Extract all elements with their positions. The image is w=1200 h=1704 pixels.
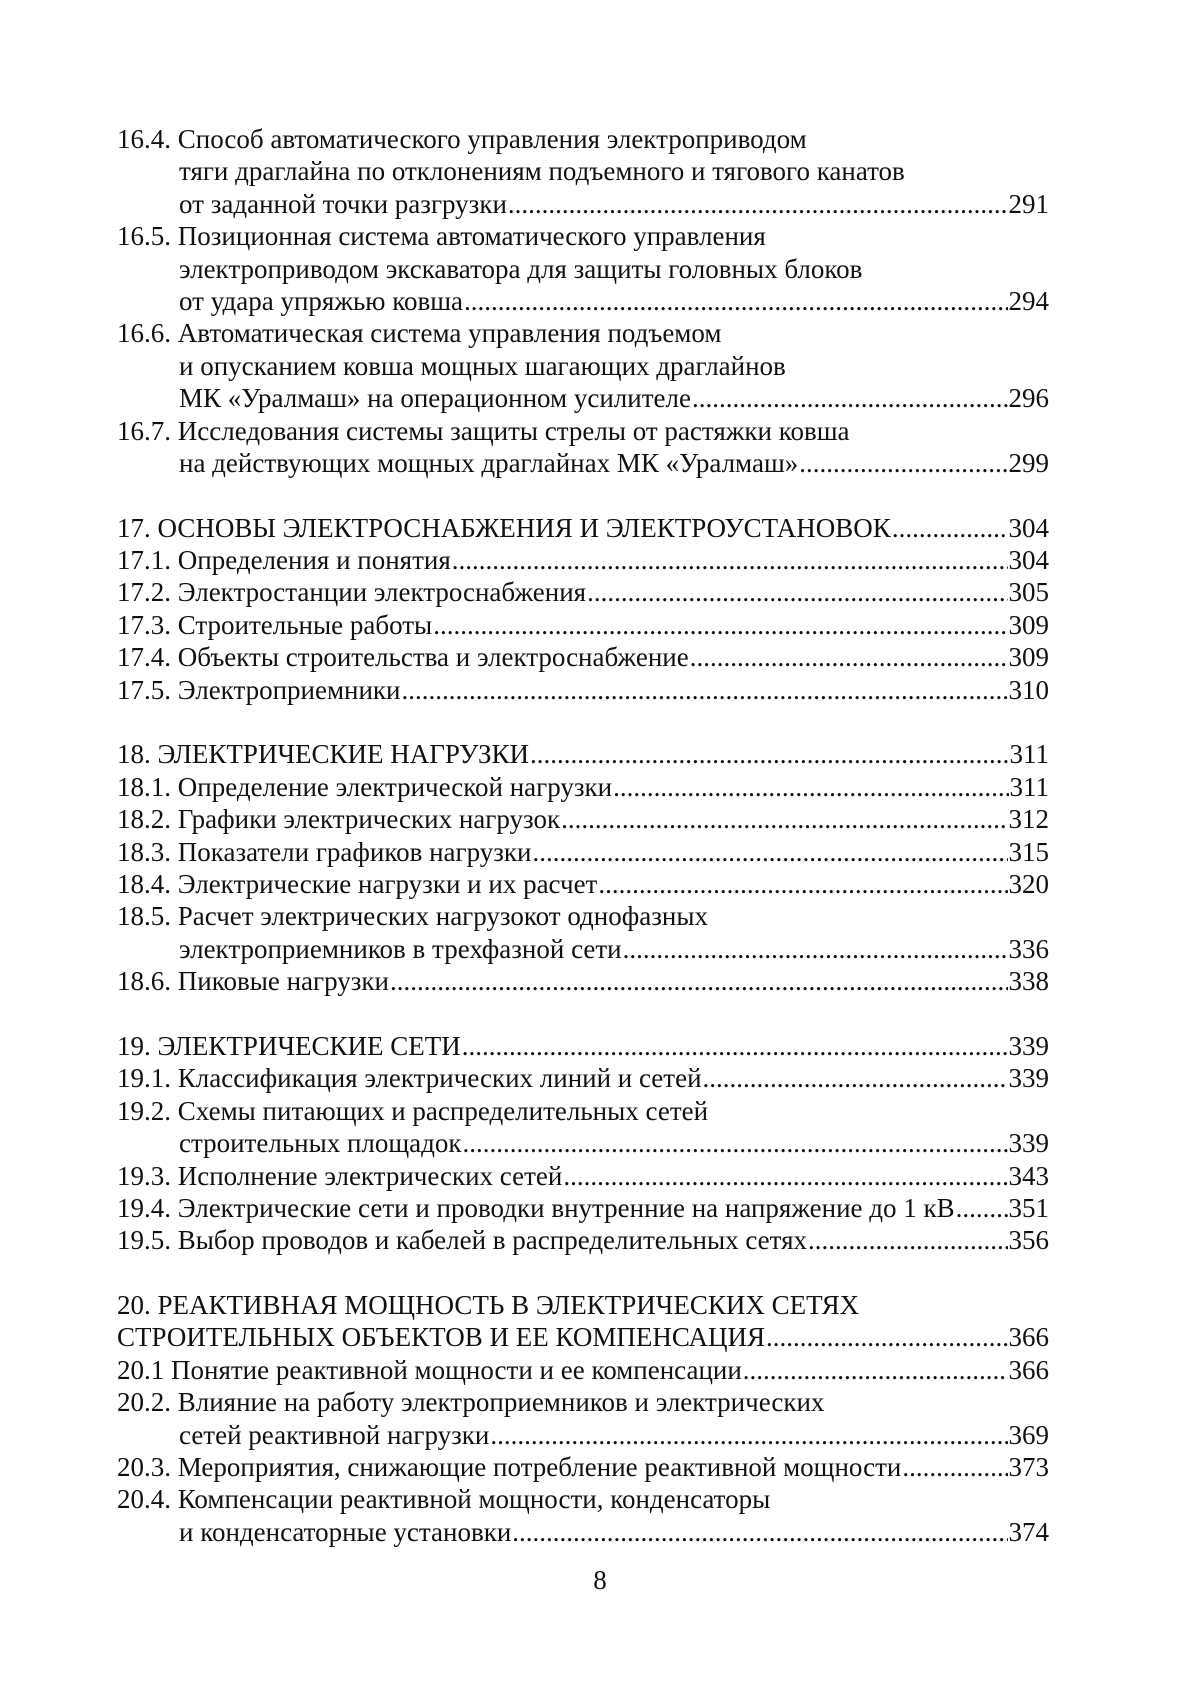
toc-page-ref: 351	[1008, 1192, 1049, 1223]
toc-line	[117, 965, 1049, 997]
leader-dots	[463, 1127, 1008, 1159]
toc-line	[117, 1516, 1049, 1548]
toc-entry-title: 19.1. Классификация электрических линий и сетей	[117, 1063, 702, 1094]
toc-entry-title-cont: электроприемников в трехфазной сети	[179, 933, 622, 964]
toc-page-ref: 339	[1008, 1063, 1049, 1094]
toc-entry-title: 16.4. Способ автоматического управления электроприводом	[117, 124, 807, 154]
leader-dots	[462, 1030, 1008, 1062]
toc-entry-title: 18.5. Расчет электрических нагрузокот однофазных	[117, 901, 708, 932]
leader-dots	[530, 738, 1009, 770]
toc-line	[117, 674, 1049, 706]
toc-line	[117, 1354, 1049, 1386]
toc-line	[117, 512, 1049, 544]
toc-chapter-title-cont: СТРОИТЕЛЬНЫХ ОБЪЕКТОВ И ЕЕ КОМПЕНСАЦИЯ	[117, 1322, 765, 1353]
toc-line	[117, 609, 1049, 641]
leader-dots	[587, 576, 1007, 608]
toc-entry-title: 20.4. Компенсации реактивной мощности, конденсаторы	[117, 1484, 771, 1515]
leader-dots	[902, 1451, 1007, 1483]
toc-entry-title: 18.1. Определение электрической нагрузки	[117, 771, 613, 802]
leader-dots	[808, 1224, 1007, 1256]
toc-line	[117, 1160, 1049, 1192]
toc-page-ref: 311	[1009, 771, 1049, 802]
toc-entry-title: 18.6. Пиковые нагрузки	[117, 966, 389, 997]
toc-chapter	[117, 738, 1049, 770]
toc-page-ref: 309	[1008, 642, 1049, 673]
toc-line	[117, 868, 1049, 900]
toc-entry-title: 20.3. Мероприятия, снижающие потребление реактивной мощности	[117, 1452, 902, 1483]
toc-entry-title-cont: тяги драглайна по отклонениям подъемного и тягового канатов	[179, 156, 905, 187]
leader-dots	[508, 188, 1008, 220]
toc-page-ref: 299	[1008, 447, 1049, 478]
toc-page-ref: 296	[1008, 383, 1049, 414]
toc-entry	[117, 544, 1049, 576]
toc-entry-title: 19.3. Исполнение электрических сетей	[117, 1160, 563, 1191]
toc-line	[117, 382, 1049, 414]
toc-page-ref: 309	[1008, 609, 1049, 640]
toc-chapter	[117, 1030, 1049, 1062]
toc-group	[117, 738, 1049, 997]
toc-entry	[117, 609, 1049, 641]
leader-dots	[613, 771, 1008, 803]
toc-entry	[117, 868, 1049, 900]
toc-line	[117, 317, 1049, 349]
toc-entry-title: 16.7. Исследования системы защиты стрелы от растяжки ковша	[117, 415, 850, 446]
toc-entry	[117, 576, 1049, 608]
toc-page-ref: 304	[1008, 512, 1049, 543]
toc-line	[117, 1127, 1049, 1159]
toc-line	[117, 1095, 1049, 1127]
toc-line	[117, 155, 1049, 187]
toc-entry	[117, 1451, 1049, 1483]
toc-page-ref: 339	[1008, 1030, 1049, 1061]
toc-entry-title: 17.4. Объекты строительства и электроснабжение	[117, 642, 689, 673]
leader-dots	[464, 285, 1008, 317]
toc-page-ref: 343	[1008, 1160, 1049, 1191]
toc-page-ref: 366	[1008, 1354, 1049, 1385]
toc-page-ref: 291	[1008, 188, 1049, 219]
toc-line	[117, 1289, 1049, 1321]
leader-dots	[490, 1419, 1007, 1451]
toc-entry-title-cont: сетей реактивной нагрузки	[179, 1419, 490, 1450]
toc-line	[117, 1483, 1049, 1515]
page-number: 8	[593, 1565, 607, 1595]
toc-line	[117, 350, 1049, 382]
toc-line	[117, 836, 1049, 868]
toc-page-ref: 304	[1008, 545, 1049, 576]
toc-page-ref: 366	[1008, 1322, 1049, 1353]
toc-entry	[117, 965, 1049, 997]
toc-chapter-title: 19. ЭЛЕКТРИЧЕСКИЕ СЕТИ	[117, 1030, 461, 1061]
toc-page-ref: 294	[1008, 285, 1049, 316]
toc-line	[117, 771, 1049, 803]
toc-entry	[117, 900, 1049, 965]
toc-chapter-title: 18. ЭЛЕКТРИЧЕСКИЕ НАГРУЗКИ	[117, 739, 529, 770]
toc-group	[117, 1030, 1049, 1257]
toc-entry-title: 18.4. Электрические нагрузки и их расчет	[117, 868, 598, 899]
toc-entry	[117, 803, 1049, 835]
toc-entry	[117, 1386, 1049, 1451]
toc-entry-title: 17.3. Строительные работы	[117, 609, 433, 640]
leader-dots	[598, 868, 1007, 900]
toc-page-ref: 305	[1008, 577, 1049, 608]
toc-line	[117, 253, 1049, 285]
toc-entry	[117, 1192, 1049, 1224]
toc-line	[117, 1192, 1049, 1224]
toc-line	[117, 188, 1049, 220]
toc-entry	[117, 1483, 1049, 1548]
toc-entry-title-cont: МК «Уралмаш» на операционном усилителе	[179, 383, 691, 414]
toc-entry	[117, 674, 1049, 706]
toc-line	[117, 1419, 1049, 1451]
leader-dots	[532, 836, 1007, 868]
toc-line	[117, 220, 1049, 252]
toc-page-ref: 369	[1008, 1419, 1049, 1450]
toc-line	[117, 1386, 1049, 1418]
leader-dots	[892, 512, 1008, 544]
toc-page-ref: 336	[1008, 933, 1049, 964]
leader-dots	[690, 641, 1008, 673]
toc-page-ref: 320	[1008, 868, 1049, 899]
leader-dots	[623, 933, 1008, 965]
leader-dots	[743, 1354, 1008, 1386]
table-of-contents	[117, 123, 1049, 1548]
toc-entry-title-cont: на действующих мощных драглайнах МК «Уралмаш»	[179, 447, 799, 478]
toc-entry-title: 19.5. Выбор проводов и кабелей в распределительных сетях	[117, 1225, 808, 1256]
toc-line	[117, 544, 1049, 576]
toc-entry-title: 17.1. Определения и понятия	[117, 545, 451, 576]
toc-group	[117, 123, 1049, 479]
toc-line	[117, 641, 1049, 673]
toc-entry-title: 18.3. Показатели графиков нагрузки	[117, 836, 532, 867]
toc-entry	[117, 836, 1049, 868]
leader-dots	[452, 544, 1008, 576]
toc-entry-title-cont: от заданной точки разгрузки	[179, 188, 507, 219]
toc-entry-title: 20.1 Понятие реактивной мощности и ее компенсации	[117, 1354, 742, 1385]
toc-line	[117, 933, 1049, 965]
toc-line	[117, 1224, 1049, 1256]
toc-entry	[117, 771, 1049, 803]
toc-group	[117, 512, 1049, 706]
toc-line	[117, 738, 1049, 770]
leader-dots	[561, 803, 1007, 835]
toc-page-ref: 374	[1008, 1516, 1049, 1547]
leader-dots	[766, 1321, 1008, 1353]
toc-entry	[117, 1062, 1049, 1094]
toc-line	[117, 285, 1049, 317]
toc-page-ref: 356	[1008, 1225, 1049, 1256]
leader-dots	[799, 447, 1007, 479]
toc-entry-title: 18.2. Графики электрических нагрузок	[117, 804, 561, 835]
toc-entry	[117, 1354, 1049, 1386]
toc-entry	[117, 1095, 1049, 1160]
toc-entry-title-cont: и конденсаторные установки	[179, 1516, 512, 1547]
toc-entry-title: 20.2. Влияние на работу электроприемников и электрических	[117, 1387, 825, 1418]
toc-line	[117, 900, 1049, 932]
leader-dots	[563, 1160, 1007, 1192]
toc-entry-title: 16.6. Автоматическая система управления подъемом	[117, 318, 722, 349]
leader-dots	[703, 1062, 1008, 1094]
toc-entry-title-cont: электроприводом экскаватора для защиты головных блоков	[179, 253, 863, 284]
toc-entry	[117, 415, 1049, 480]
leader-dots	[692, 382, 1008, 414]
toc-page-ref: 310	[1008, 674, 1049, 705]
toc-entry	[117, 123, 1049, 220]
toc-page-ref: 339	[1008, 1128, 1049, 1159]
leader-dots	[433, 609, 1007, 641]
toc-line	[117, 415, 1049, 447]
toc-page-ref: 338	[1008, 966, 1049, 997]
toc-page-ref: 311	[1009, 739, 1049, 770]
leader-dots	[956, 1192, 1008, 1224]
toc-line	[117, 576, 1049, 608]
leader-dots	[390, 965, 1008, 997]
toc-page-ref: 312	[1008, 804, 1049, 835]
toc-line	[117, 1062, 1049, 1094]
toc-entry	[117, 220, 1049, 317]
toc-chapter-title: 20. РЕАКТИВНАЯ МОЩНОСТЬ В ЭЛЕКТРИЧЕСКИХ СЕТЯХ	[117, 1290, 860, 1321]
toc-entry-title: 16.5. Позиционная система автоматического управления	[117, 221, 766, 252]
toc-line	[117, 1321, 1049, 1353]
toc-entry-title-cont: строительных площадок	[179, 1128, 462, 1159]
toc-chapter	[117, 512, 1049, 544]
leader-dots	[402, 674, 1008, 706]
toc-entry-title: 17.5. Электроприемники	[117, 674, 401, 705]
toc-entry	[117, 317, 1049, 414]
toc-entry	[117, 641, 1049, 673]
toc-entry-title: 17.2. Электростанции электроснабжения	[117, 577, 587, 608]
toc-entry-title-cont: от удара упряжью ковша	[179, 285, 463, 316]
toc-line	[117, 803, 1049, 835]
toc-line	[117, 447, 1049, 479]
toc-chapter-title: 17. ОСНОВЫ ЭЛЕКТРОСНАБЖЕНИЯ И ЭЛЕКТРОУСТАНОВОК	[117, 512, 891, 543]
toc-entry-title-cont: и опусканием ковша мощных шагающих драглайнов	[179, 350, 786, 381]
toc-entry-title: 19.4. Электрические сети и проводки внутренние на напряжение до 1 кВ	[117, 1192, 955, 1223]
toc-line	[117, 1030, 1049, 1062]
toc-page-ref: 373	[1008, 1452, 1049, 1483]
toc-group	[117, 1289, 1049, 1548]
toc-entry	[117, 1160, 1049, 1192]
toc-page-ref: 315	[1008, 836, 1049, 867]
toc-entry	[117, 1224, 1049, 1256]
toc-line	[117, 1451, 1049, 1483]
toc-entry-title: 19.2. Схемы питающих и распределительных сетей	[117, 1095, 709, 1126]
toc-chapter	[117, 1289, 1049, 1354]
toc-line	[117, 123, 1049, 155]
leader-dots	[512, 1516, 1007, 1548]
